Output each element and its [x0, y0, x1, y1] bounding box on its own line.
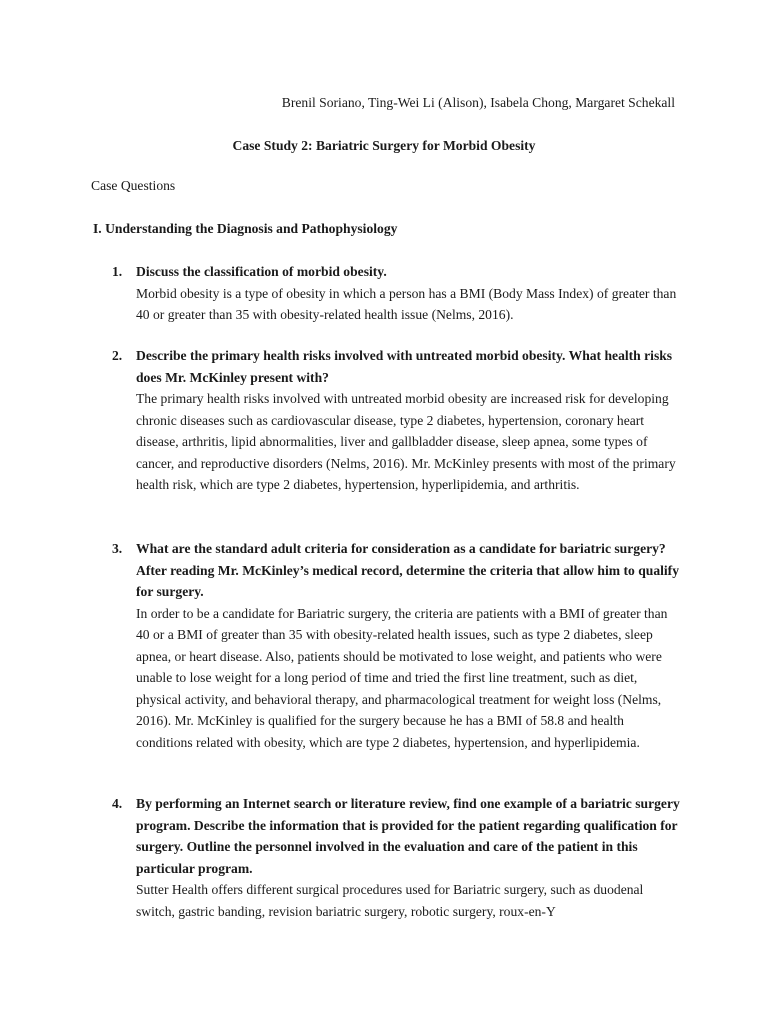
- question-number: 3.: [112, 541, 123, 556]
- question-item-3: [112, 538, 682, 753]
- answer-text: The primary health risks involved with untreated morbid obesity are increased risk for developing chronic diseases such as cardiovascular disease, type 2 diabetes, hypertension, coronary heart disease, arthritis, lipid abnormalities, liver and gallbladder disease, sleep apnea, some types of cancer, and reproductive disorders (Nelms, 2016). Mr. McKinley presents with most of the primary health risk, which are type 2 diabetes, hypertension, hyperlipidemia, and arthritis.: [136, 391, 676, 492]
- question-number: 4.: [112, 796, 123, 811]
- author-list: Brenil Soriano, Ting-Wei Li (Alison), Isabela Chong, Margaret Schekall: [281, 95, 675, 110]
- case-questions-label: Case Questions: [91, 178, 176, 193]
- question-text: Describe the primary health risks involved with untreated morbid obesity. What health risks does Mr. McKinley present with?: [136, 348, 673, 385]
- question-number: 1.: [112, 264, 123, 279]
- question-item-2: [112, 345, 682, 496]
- answer-text: Morbid obesity is a type of obesity in which a person has a BMI (Body Mass Index) of greater than 40 or greater than 35 with obesity-related health issue (Nelms, 2016).: [136, 285, 677, 322]
- question-text: What are the standard adult criteria for consideration as a candidate for bariatric surgery? After reading Mr. McKinley’s medical record, determine the criteria that allow him to qualify for surgery.: [136, 541, 680, 599]
- question-text: By performing an Internet search or literature review, find one example of a bariatric surgery program. Describe the information that is provided for the patient regarding qualification for surgery. Outline the personnel involved in the evaluation and care of the patient in this particular program.: [136, 796, 680, 876]
- question-number: 2.: [112, 348, 123, 363]
- question-text: Discuss the classification of morbid obesity.: [136, 264, 387, 279]
- section-heading: I. Understanding the Diagnosis and Pathophysiology: [93, 221, 398, 236]
- answer-text: Sutter Health offers different surgical procedures used for Bariatric surgery, such as duodenal switch, gastric banding, revision bariatric surgery, robotic surgery, roux-en-Y: [136, 882, 644, 919]
- document-title: Case Study 2: Bariatric Surgery for Morbid Obesity: [232, 138, 536, 153]
- answer-text: In order to be a candidate for Bariatric surgery, the criteria are patients with a BMI of greater than 40 or a BMI of greater than 35 with obesity-related health issues, such as type 2 diabetes, sleep apnea, or heart disease. Also, patients should be motivated to lose weight, and patients who were unable to lose weight for a long period of time and tried the first line treatment, such as diet, physical activity, and behavioral therapy, and pharmacological treatment for weight loss (Nelms, 2016). Mr. McKinley is qualified for the surgery because he has a BMI of 58.8 and health conditions related with obesity, which are type 2 diabetes, hypertension, and hyperlipidemia.: [136, 605, 668, 750]
- question-item-4: [112, 793, 682, 922]
- question-item-1: [112, 261, 682, 326]
